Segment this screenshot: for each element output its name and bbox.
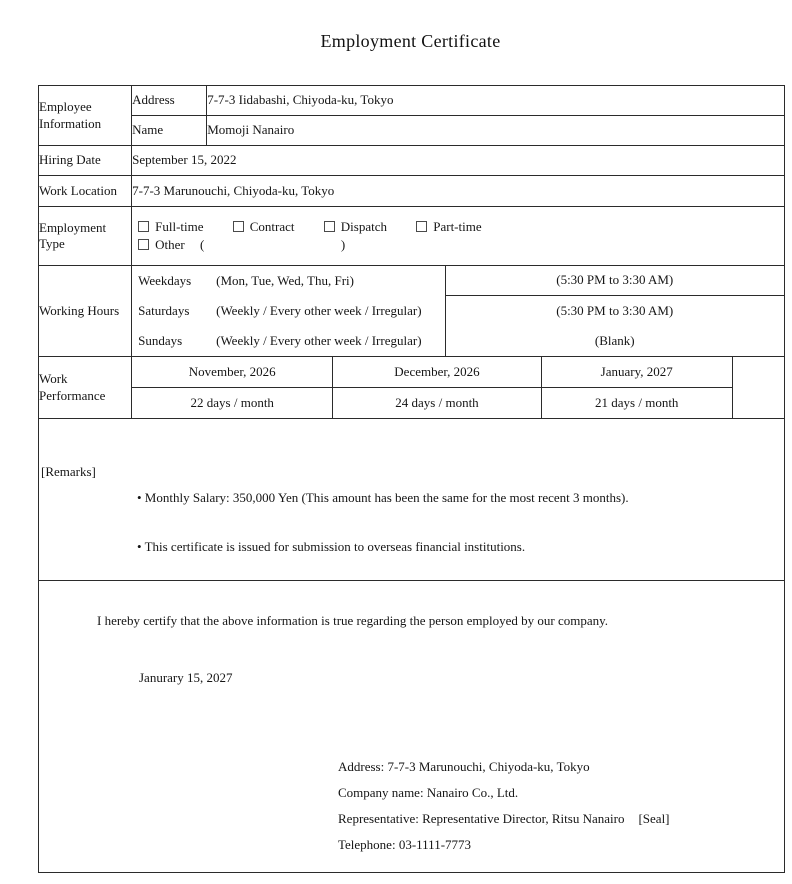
checkbox-option-contract[interactable] <box>233 219 295 234</box>
remark-item-salary: • Monthly Salary: 350,000 Yen (This amount has been the same for the most recent 3 months). <box>137 489 629 505</box>
checkbox-label: Dispatch <box>340 219 387 234</box>
work-location-value: 7-7-3 Marunouchi, Chiyoda-ku, Tokyo <box>132 176 785 207</box>
day-label: Saturdays <box>138 302 190 318</box>
checkbox-icon[interactable] <box>324 221 335 232</box>
performance-days-2: 24 days / month <box>333 388 541 419</box>
working-hours-days-cell <box>132 266 445 357</box>
weekend-times-cell <box>445 296 785 357</box>
employee-info-label: Employee Information <box>39 86 132 146</box>
employment-type-cell <box>132 207 785 266</box>
company-representative-line <box>338 806 784 832</box>
checkbox-option-other[interactable] <box>138 237 185 252</box>
hiring-date-value: September 15, 2022 <box>132 146 785 176</box>
certification-section <box>39 581 785 873</box>
company-name: Company name: Nanairo Co., Ltd. <box>338 784 519 800</box>
day-note: (Mon, Tue, Wed, Thu, Fri) <box>216 272 354 288</box>
checkbox-icon[interactable] <box>416 221 427 232</box>
performance-days-1: 22 days / month <box>132 388 333 419</box>
day-label: Sundays <box>138 332 183 348</box>
checkbox-option-full-time[interactable] <box>138 219 203 234</box>
working-hours-row-sundays <box>132 326 444 356</box>
work-location-label: Work Location <box>39 176 132 207</box>
certify-statement: I hereby certify that the above information is true regarding the person employed by our company. <box>97 613 609 629</box>
company-telephone: Telephone: 03-1111-7773 <box>338 836 472 852</box>
performance-month-1: November, 2026 <box>132 357 333 388</box>
performance-month-2: December, 2026 <box>333 357 541 388</box>
day-note: (Weekly / Every other week / Irregular) <box>216 332 422 348</box>
other-paren-open: ( <box>199 237 205 252</box>
weekdays-time: (5:30 PM to 3:30 AM) <box>445 266 785 296</box>
name-value: Momoji Nanairo <box>207 116 785 146</box>
checkbox-icon[interactable] <box>233 221 244 232</box>
checkbox-label: Contract <box>249 219 295 234</box>
checkbox-option-dispatch[interactable] <box>324 219 387 234</box>
checkbox-label: Full-time <box>155 219 204 234</box>
certificate-table <box>38 85 785 873</box>
hiring-date-label: Hiring Date <box>39 146 132 176</box>
remarks-section <box>39 419 785 581</box>
work-performance-label: Work Performance <box>39 357 132 419</box>
performance-days-3: 21 days / month <box>541 388 732 419</box>
company-address: Address: 7-7-3 Marunouchi, Chiyoda-ku, Tokyo <box>338 758 590 774</box>
saturdays-time: (5:30 PM to 3:30 AM) <box>556 302 674 318</box>
company-representative: Representative: Representative Director, Ritsu Nanairo <box>338 810 625 826</box>
other-paren-close: ) <box>340 237 346 252</box>
address-value: 7-7-3 Iidabashi, Chiyoda-ku, Tokyo <box>207 86 785 116</box>
address-label: Address <box>132 86 207 116</box>
company-block <box>338 754 784 858</box>
seal-placeholder: [Seal] <box>638 810 670 826</box>
checkbox-icon[interactable] <box>138 221 149 232</box>
remarks-heading: [Remarks] <box>41 463 96 479</box>
employment-type-other-row <box>138 237 784 255</box>
employment-type-label: Employment Type <box>39 207 132 266</box>
remark-item-purpose: • This certificate is issued for submission to overseas financial institutions. <box>137 539 526 555</box>
name-label: Name <box>132 116 207 146</box>
performance-month-3: January, 2027 <box>541 357 732 388</box>
working-hours-row-weekdays <box>132 266 444 296</box>
sundays-time: (Blank) <box>594 332 635 348</box>
working-hours-label: Working Hours <box>39 266 132 357</box>
checkbox-icon[interactable] <box>138 239 149 250</box>
day-label: Weekdays <box>138 272 192 288</box>
employment-type-options-row <box>138 219 784 237</box>
certify-date: Janurary 15, 2027 <box>139 669 233 685</box>
day-note: (Weekly / Every other week / Irregular) <box>216 302 422 318</box>
checkbox-option-part-time[interactable] <box>416 219 481 234</box>
performance-empty-cell <box>732 357 784 419</box>
checkbox-label: Part-time <box>433 219 482 234</box>
working-hours-row-saturdays <box>132 296 444 326</box>
page-title: Employment Certificate <box>320 31 501 51</box>
checkbox-label: Other <box>155 237 185 252</box>
